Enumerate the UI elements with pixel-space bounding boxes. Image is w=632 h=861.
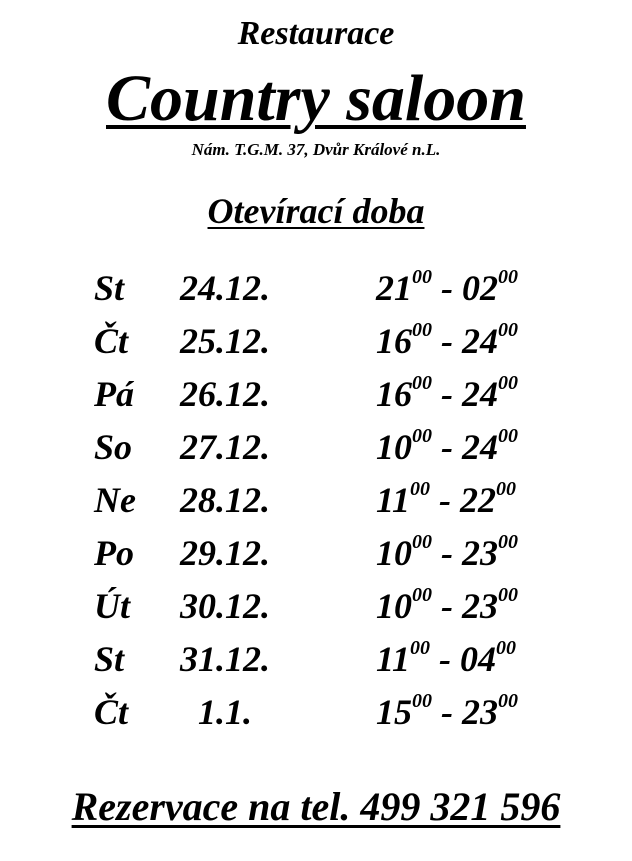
close-minutes: 00 — [498, 425, 518, 447]
close-hour: 02 — [462, 268, 498, 308]
range-separator: - — [432, 586, 462, 626]
open-hour: 21 — [376, 268, 412, 308]
close-minutes: 00 — [496, 478, 517, 500]
date-label: 24.12. — [180, 268, 270, 308]
range-separator: - — [432, 427, 462, 467]
schedule-row — [0, 686, 632, 739]
date-label: 31.12. — [180, 639, 270, 679]
hours-range — [376, 633, 516, 686]
reservation-footer — [0, 783, 632, 831]
open-minutes: 00 — [412, 319, 432, 341]
schedule-row — [0, 580, 632, 633]
date-label: 25.12. — [180, 321, 270, 361]
open-minutes: 00 — [412, 584, 432, 606]
date-label: 28.12. — [180, 480, 270, 520]
hours-range — [376, 421, 518, 474]
close-hour: 24 — [462, 374, 498, 414]
range-separator: - — [432, 374, 462, 414]
open-minutes: 00 — [410, 478, 431, 500]
open-hour: 10 — [376, 586, 412, 626]
close-minutes: 00 — [498, 319, 518, 341]
schedule-row — [0, 262, 632, 315]
open-hour: 11 — [376, 480, 411, 520]
date-label: 30.12. — [180, 586, 270, 626]
day-label: St — [94, 639, 125, 679]
range-separator: - — [430, 480, 461, 520]
hours-range — [376, 527, 518, 580]
day-label: Út — [94, 586, 130, 626]
open-hour: 10 — [376, 427, 412, 467]
schedule-row — [0, 368, 632, 421]
hours-range — [376, 580, 518, 633]
day-label: Ne — [94, 480, 136, 520]
range-separator: - — [432, 692, 462, 732]
close-hour: 24 — [462, 427, 498, 467]
schedule-row — [0, 474, 632, 527]
open-minutes: 00 — [412, 425, 432, 447]
close-minutes: 00 — [498, 690, 518, 712]
opening-hours-list — [0, 262, 632, 739]
day-label: St — [94, 268, 125, 308]
open-hour: 11 — [376, 639, 411, 679]
open-minutes: 00 — [412, 372, 432, 394]
hours-range — [376, 686, 518, 739]
day-label: So — [94, 427, 133, 467]
schedule-row — [0, 527, 632, 580]
close-minutes: 00 — [498, 266, 518, 288]
restaurant-name-heading — [0, 62, 632, 136]
range-separator: - — [432, 533, 462, 573]
range-separator: - — [430, 639, 461, 679]
opening-hours-heading — [0, 190, 632, 232]
hours-range — [376, 474, 516, 527]
range-separator: - — [432, 268, 462, 308]
restaurant-kicker: Restaurace — [237, 15, 395, 52]
open-hour: 16 — [376, 374, 412, 414]
date-label: 27.12. — [180, 427, 270, 467]
close-minutes: 00 — [498, 531, 518, 553]
restaurant-address: Nám. T.G.M. 37, Dvůr Králové n.L. — [191, 140, 441, 159]
opening-hours-title: Otevírací doba — [207, 191, 425, 231]
hours-range — [376, 315, 518, 368]
close-hour: 23 — [462, 586, 498, 626]
schedule-row — [0, 421, 632, 474]
date-label: 26.12. — [180, 374, 270, 414]
open-hour: 10 — [376, 533, 412, 573]
close-hour: 23 — [462, 533, 498, 573]
close-minutes: 00 — [498, 372, 518, 394]
close-minutes: 00 — [496, 637, 517, 659]
restaurant-name: Country saloon — [106, 62, 526, 135]
open-hour: 15 — [376, 692, 412, 732]
date-label: 29.12. — [180, 533, 270, 573]
day-label: Čt — [94, 692, 129, 732]
close-hour: 04 — [460, 639, 497, 679]
open-minutes: 00 — [412, 531, 432, 553]
schedule-row — [0, 315, 632, 368]
close-hour: 24 — [462, 321, 498, 361]
close-hour: 22 — [460, 480, 497, 520]
open-minutes: 00 — [412, 266, 432, 288]
day-label: Po — [94, 533, 134, 573]
hours-range — [376, 262, 518, 315]
schedule-row — [0, 633, 632, 686]
open-minutes: 00 — [410, 637, 431, 659]
open-hour: 16 — [376, 321, 412, 361]
range-separator: - — [432, 321, 462, 361]
open-minutes: 00 — [412, 690, 432, 712]
close-minutes: 00 — [498, 584, 518, 606]
hours-range — [376, 368, 518, 421]
date-label: 1.1. — [198, 692, 252, 732]
reservation-phone-text: Rezervace na tel. 499 321 596 — [71, 784, 561, 829]
close-hour: 23 — [462, 692, 498, 732]
day-label: Čt — [94, 321, 129, 361]
day-label: Pá — [94, 374, 134, 414]
